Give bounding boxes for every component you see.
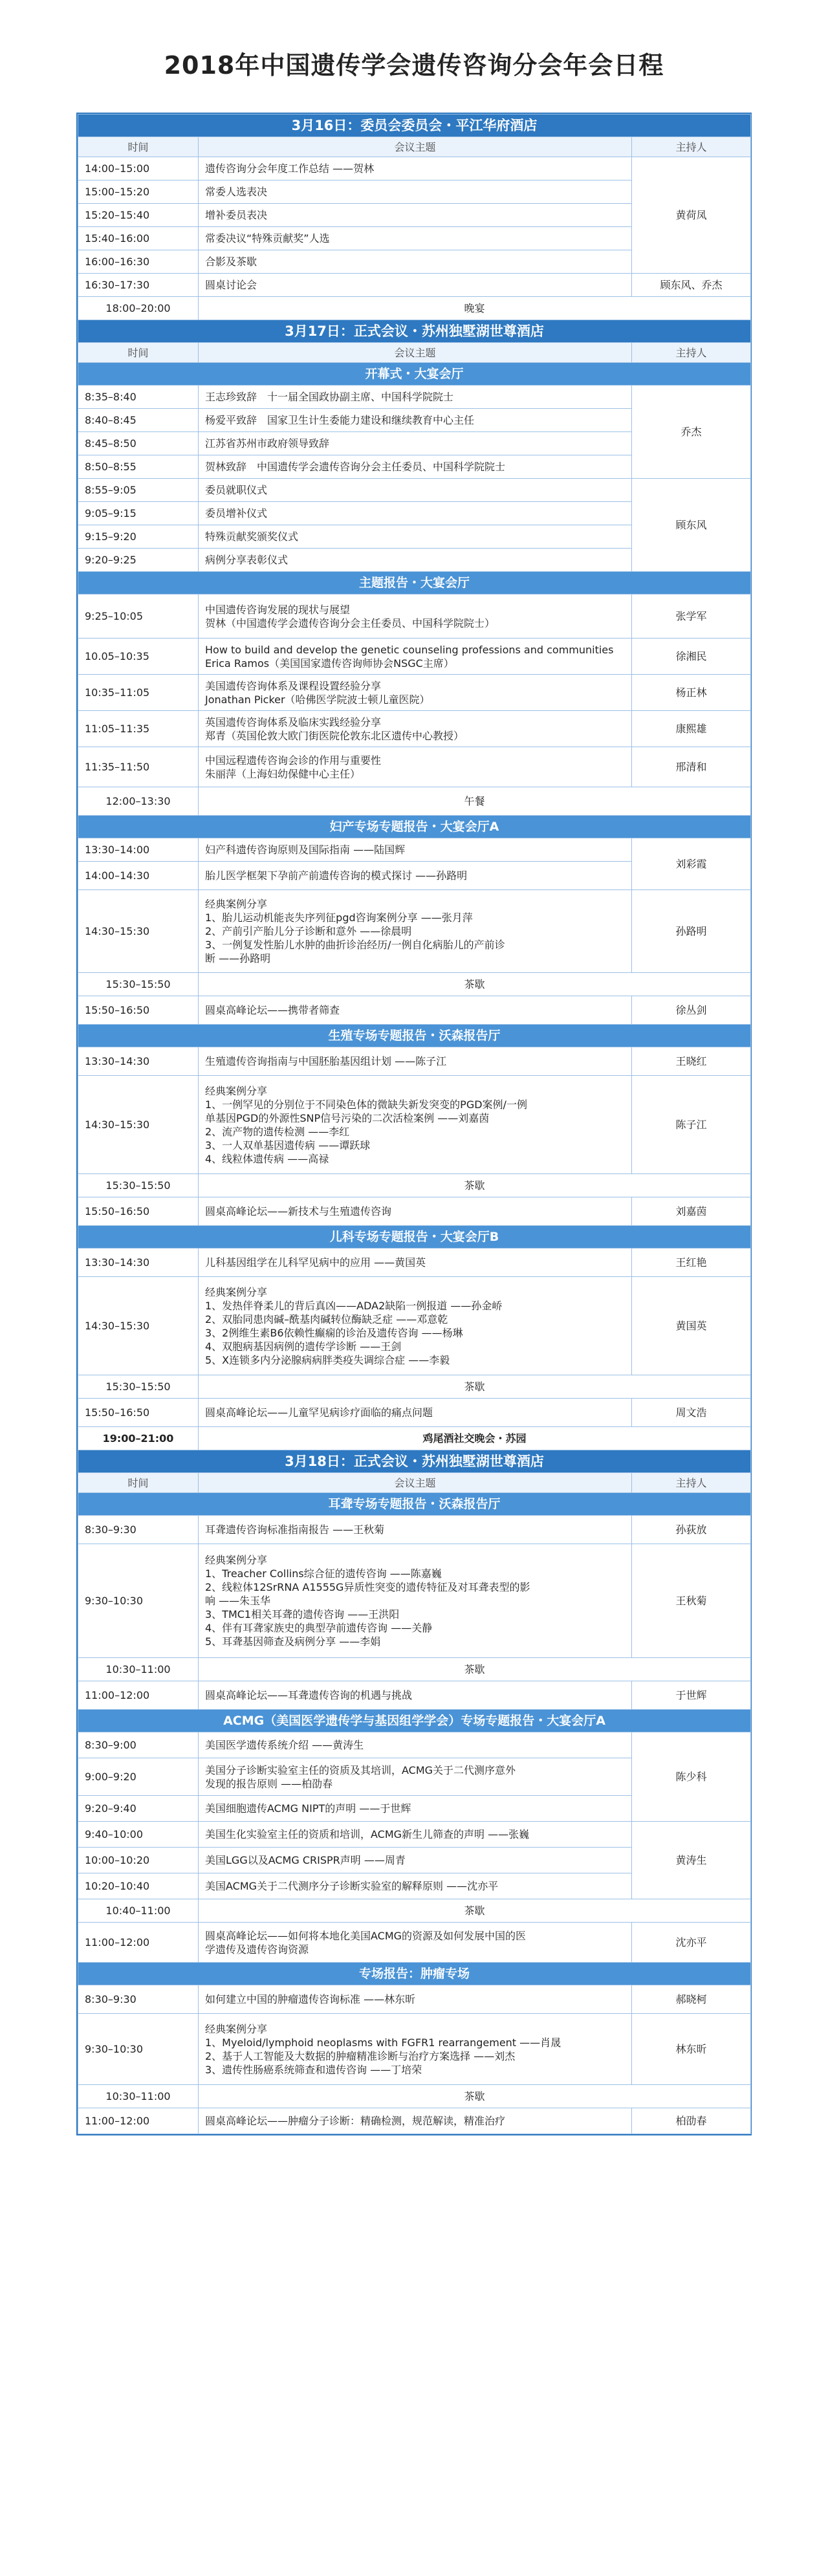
session-time: 10:30–11:00 (78, 2085, 199, 2108)
session-time: 11:35–11:50 (78, 747, 199, 787)
session-note: 茶歇 (199, 1375, 751, 1399)
session-topic (199, 711, 632, 747)
column-header (78, 137, 751, 157)
topic-line: 儿科基因组学在儿科罕见病中的应用 ——黄国英 (205, 1256, 426, 1269)
topic-line: 圆桌高峰论坛——新技术与生殖遗传咨询 (205, 1205, 392, 1217)
page-title: 2018年中国遗传学会遗传咨询分会年会日程 (164, 51, 664, 80)
session-host: 于世辉 (632, 1681, 751, 1710)
topic-line: 4、线粒体遗传病 ——高禄 (205, 1152, 329, 1165)
session-time: 9:20–9:25 (78, 549, 199, 572)
topic-line: 3、TMC1相关耳聋的遗传咨询 ——王洪阳 (205, 1608, 400, 1621)
session-row (78, 973, 751, 996)
session-topic (199, 502, 632, 525)
topic-line: 圆桌高峰论坛——如何将本地化美国ACMG的资源及如何发展中国的医 (205, 1929, 527, 1942)
column-header (78, 343, 751, 363)
topic-line: 特殊贡献奖颁奖仪式 (205, 530, 299, 543)
section-header (78, 1025, 751, 1047)
column-header-cell: 时间 (78, 1473, 199, 1493)
topic-line: 遗传咨询分会年度工作总结 ——贺林 (205, 162, 375, 175)
session-time: 8:30–9:30 (78, 1985, 199, 2014)
session-time: 13:30–14:30 (78, 1249, 199, 1277)
session-topic (199, 455, 632, 479)
topic-line: 1、Treacher Collins综合征的遗传咨询 ——陈嘉巍 (205, 1567, 442, 1580)
topic-line: 英国遗传咨询体系及临床实践经验分享 (205, 715, 382, 728)
session-time: 9:25–10:05 (78, 595, 199, 639)
session-row (78, 479, 751, 502)
session-topic (199, 1848, 632, 1873)
topic-line: 增补委员表决 (205, 209, 268, 221)
topic-line: 1、Myeloid/lymphoid neoplasms with FGFR1 rearrangement ——肖晟 (205, 2036, 561, 2049)
topic-line: 王志珍致辞 十一届全国政协副主席、中国科学院院士 (205, 391, 454, 403)
session-row (78, 1249, 751, 1277)
topic-line: 中国遗传咨询发展的现状与展望 (205, 603, 351, 616)
session-host: 林东昕 (632, 2014, 751, 2085)
session-topic (199, 157, 632, 180)
topic-line: 5、耳聋基因筛查及病例分享 ——李娟 (205, 1635, 381, 1648)
topic-line: 圆桌高峰论坛——耳聋遗传咨询的机遇与挑战 (205, 1689, 413, 1701)
session-topic (199, 1923, 632, 1963)
session-topic (199, 862, 632, 890)
day-header (78, 1450, 751, 1473)
topic-line: 经典案例分享 (205, 1554, 268, 1566)
session-row (78, 675, 751, 711)
topic-line: 3、一例复发性胎儿水肿的曲折诊治经历/一例自化病胎儿的产前诊 (205, 939, 505, 951)
topic-line: 断 ——孙路明 (205, 952, 271, 965)
session-topic (199, 479, 632, 502)
session-time: 14:30–15:30 (78, 1277, 199, 1375)
session-row (78, 747, 751, 787)
session-host: 陈少科 (632, 1732, 751, 1822)
session-topic (199, 1822, 632, 1848)
day-header (78, 115, 751, 137)
session-time: 10:30–11:00 (78, 1658, 199, 1681)
session-time: 11:00–12:00 (78, 1923, 199, 1963)
session-host: 柏劭春 (632, 2108, 751, 2134)
topic-line: 2、双胎同患肉碱–酰基肉碱转位酶缺乏症 ——邓意乾 (205, 1313, 448, 1326)
session-row (78, 1427, 751, 1450)
section-header-title: 开幕式・大宴会厅 (78, 363, 751, 386)
session-topic (199, 1544, 632, 1658)
session-row (78, 1516, 751, 1544)
session-time: 9:30–10:30 (78, 1544, 199, 1658)
topic-line: 美国LGG以及ACMG CRISPR声明 ——周青 (205, 1854, 406, 1866)
session-topic (199, 1076, 632, 1174)
section-header-title: 主题报告・大宴会厅 (78, 572, 751, 595)
topic-line: 委员增补仪式 (205, 507, 268, 519)
session-host: 刘彩霞 (632, 838, 751, 890)
session-row (78, 157, 751, 180)
session-time: 8:35–8:40 (78, 386, 199, 409)
schedule-grid (78, 114, 751, 2134)
session-note: 茶歇 (199, 1899, 751, 1923)
session-time: 8:45–8:50 (78, 432, 199, 455)
session-topic (199, 890, 632, 973)
session-topic (199, 1399, 632, 1427)
session-time: 15:30–15:50 (78, 1174, 199, 1197)
topic-line: 2、线粒体12SrRNA A1555G异质性突变的遗传特征及对耳聋表型的影 (205, 1581, 530, 1593)
session-time: 15:30–15:50 (78, 973, 199, 996)
topic-line: 美国遗传咨询体系及课程设置经验分享 (205, 679, 382, 692)
column-header-cell: 时间 (78, 343, 199, 363)
session-topic (199, 432, 632, 455)
session-host: 孙荻放 (632, 1516, 751, 1544)
session-row (78, 1277, 751, 1375)
topic-line: 1、一例罕见的分别位于不同染色体的微缺失新发突变的PGD案例/一例 (205, 1098, 527, 1111)
topic-line: 合影及茶歇 (205, 256, 257, 268)
section-header (78, 572, 751, 595)
session-host: 徐湘民 (632, 639, 751, 675)
topic-line: 中国远程遗传咨询会诊的作用与重要性 (205, 754, 382, 767)
session-time: 15:00–15:20 (78, 180, 199, 204)
topic-line: 5、X连锁多内分泌腺病病胖类疫失调综合症 ——李毅 (205, 1353, 450, 1366)
topic-line: 常委人选表决 (205, 186, 268, 198)
session-host: 徐丛剑 (632, 996, 751, 1025)
session-topic (199, 1681, 632, 1710)
topic-line: 1、胎儿运动机能丧失序列征pgd咨询案例分享 ——张月萍 (205, 911, 473, 924)
session-topic (199, 525, 632, 549)
session-time: 15:30–15:50 (78, 1375, 199, 1399)
session-host: 乔杰 (632, 386, 751, 479)
topic-line: 美国分子诊断实验室主任的资质及其培训，ACMG关于二代测序意外 (205, 1763, 516, 1776)
session-time: 10:20–10:40 (78, 1873, 199, 1899)
topic-line: 委员就职仪式 (205, 484, 268, 496)
day-header (78, 320, 751, 343)
session-time: 9:15–9:20 (78, 525, 199, 549)
session-row (78, 1544, 751, 1658)
session-row (78, 1899, 751, 1923)
session-host: 周文浩 (632, 1399, 751, 1427)
session-host: 王晓红 (632, 1047, 751, 1076)
session-host: 康熙雄 (632, 711, 751, 747)
session-time: 18:00–20:00 (78, 297, 199, 320)
session-row (78, 1197, 751, 1226)
topic-line: 经典案例分享 (205, 1285, 268, 1298)
section-header (78, 816, 751, 838)
column-header-cell: 会议主题 (199, 1473, 632, 1493)
topic-line: 胎儿医学框架下孕前产前遗传咨询的模式探讨 ——孙路明 (205, 869, 468, 882)
session-row (78, 1399, 751, 1427)
topic-line: 郑青（英国伦敦大欧门街医院伦敦东北区遗传中心教授） (205, 729, 464, 742)
session-topic (199, 386, 632, 409)
session-host: 陈子江 (632, 1076, 751, 1174)
session-time: 16:00–16:30 (78, 250, 199, 274)
topic-line: 4、双胞病基因病例的遗传学诊断 ——王剑 (205, 1340, 402, 1353)
session-time: 10:35–11:05 (78, 675, 199, 711)
session-note: 午餐 (199, 787, 751, 816)
session-time: 15:50–16:50 (78, 1399, 199, 1427)
topic-line: 经典案例分享 (205, 1084, 268, 1097)
session-time: 9:20–9:40 (78, 1796, 199, 1822)
topic-line: 经典案例分享 (205, 898, 268, 910)
topic-line: Erica Ramos（美国国家遗传咨询师协会NSGC主席） (205, 657, 454, 670)
session-topic (199, 675, 632, 711)
session-topic (199, 838, 632, 862)
section-header-title: 生殖专场专题报告・沃森报告厅 (78, 1025, 751, 1047)
session-row (78, 595, 751, 639)
session-time: 9:05–9:15 (78, 502, 199, 525)
session-time: 10.05–10:35 (78, 639, 199, 675)
topic-line: 3、2例维生素B6依赖性癫痫的诊治及遗传咨询 ——杨琳 (205, 1326, 463, 1339)
section-header (78, 1710, 751, 1732)
topic-line: 2、流产物的遗传检测 ——李红 (205, 1125, 350, 1138)
column-header-cell: 主持人 (632, 137, 751, 157)
session-topic (199, 1796, 632, 1822)
session-note: 茶歇 (199, 2085, 751, 2108)
session-host: 顾东风 (632, 479, 751, 572)
topic-line: 单基因PGD的外源性SNP信号污染的二次活检案例 ——刘嘉茵 (205, 1111, 490, 1124)
day-header-title: 3月16日：委员会委员会・平江华府酒店 (78, 115, 751, 137)
session-time: 13:30–14:30 (78, 1047, 199, 1076)
session-topic (199, 204, 632, 227)
session-time: 8:40–8:45 (78, 409, 199, 432)
session-time: 9:00–9:20 (78, 1758, 199, 1796)
topic-line: 贺林致辞 中国遗传学会遗传咨询分会主任委员、中国科学院院士 (205, 461, 506, 473)
topic-line: 3、遗传性肠癌系统筛查和遗传咨询 ——丁培荣 (205, 2063, 422, 2076)
session-topic (199, 747, 632, 787)
session-note: 茶歇 (199, 1658, 751, 1681)
topic-line: 美国细胞遗传ACMG NIPT的声明 ——于世辉 (205, 1802, 411, 1815)
session-note: 鸡尾酒社交晚会・苏园 (199, 1427, 751, 1450)
topic-line: Jonathan Picker（哈佛医学院波士顿儿童医院） (205, 693, 430, 706)
session-time: 15:20–15:40 (78, 204, 199, 227)
column-header (78, 1473, 751, 1493)
session-time: 8:30–9:30 (78, 1516, 199, 1544)
topic-line: 贺林（中国遗传学会遗传咨询分会主任委员、中国科学院院士） (205, 617, 496, 629)
session-topic (199, 1732, 632, 1758)
session-topic (199, 274, 632, 297)
section-header-title: 耳聋专场专题报告・沃森报告厅 (78, 1493, 751, 1516)
session-host: 张学军 (632, 595, 751, 639)
session-time: 15:40–16:00 (78, 227, 199, 250)
session-row (78, 297, 751, 320)
section-header-title: 儿科专场专题报告・大宴会厅B (78, 1226, 751, 1249)
session-time: 14:30–15:30 (78, 1076, 199, 1174)
session-time: 9:40–10:00 (78, 1822, 199, 1848)
topic-line: 病例分享表彰仪式 (205, 554, 289, 566)
section-header-title: 专场报告：肿瘤专场 (78, 1963, 751, 1985)
session-note: 晚宴 (199, 297, 751, 320)
session-topic (199, 1873, 632, 1899)
session-time: 11:05–11:35 (78, 711, 199, 747)
session-note: 茶歇 (199, 973, 751, 996)
session-row (78, 274, 751, 297)
column-header-cell: 会议主题 (199, 137, 632, 157)
schedule-table (76, 113, 752, 2135)
session-time: 12:00–13:30 (78, 787, 199, 816)
session-topic (199, 996, 632, 1025)
session-topic (199, 1249, 632, 1277)
session-topic (199, 1197, 632, 1226)
session-time: 10:00–10:20 (78, 1848, 199, 1873)
session-row (78, 1732, 751, 1758)
session-host: 刘嘉茵 (632, 1197, 751, 1226)
session-time: 14:00–14:30 (78, 862, 199, 890)
session-row (78, 1658, 751, 1681)
session-row (78, 1681, 751, 1710)
day-header-title: 3月17日：正式会议・苏州独墅湖世尊酒店 (78, 320, 751, 343)
topic-line: 2、产前引产胎儿分子诊断和意外 ——徐晨明 (205, 925, 412, 937)
session-row (78, 2014, 751, 2085)
section-header-title: ACMG（美国医学遗传学与基因组学学会）专场专题报告・大宴会厅A (78, 1710, 751, 1732)
section-header (78, 1493, 751, 1516)
topic-line: 圆桌高峰论坛——携带者筛查 (205, 1004, 340, 1016)
column-header-cell: 主持人 (632, 343, 751, 363)
session-row (78, 1375, 751, 1399)
session-time: 8:30–9:00 (78, 1732, 199, 1758)
section-header (78, 1963, 751, 1985)
column-header-cell: 主持人 (632, 1473, 751, 1493)
session-time: 13:30–14:00 (78, 838, 199, 862)
session-host: 邢清和 (632, 747, 751, 787)
section-header-title: 妇产专场专题报告・大宴会厅A (78, 816, 751, 838)
topic-line: 响 ——朱玉华 (205, 1595, 271, 1607)
session-host: 孙路明 (632, 890, 751, 973)
session-topic (199, 1985, 632, 2014)
session-topic (199, 549, 632, 572)
session-topic (199, 227, 632, 250)
topic-line: 3、一人双单基因遗传病 ——谭跃球 (205, 1139, 371, 1152)
topic-line: 杨爱平致辞 国家卫生计生委能力建设和继续教育中心主任 (205, 414, 475, 426)
session-row (78, 1174, 751, 1197)
topic-line: 圆桌讨论会 (205, 279, 257, 291)
session-time: 11:00–12:00 (78, 1681, 199, 1710)
topic-line: 朱丽萍（上海妇幼保健中心主任） (205, 767, 361, 780)
session-time: 11:00–12:00 (78, 2108, 199, 2134)
session-time: 10:40–11:00 (78, 1899, 199, 1923)
session-time: 14:30–15:30 (78, 890, 199, 973)
topic-line: 常委决议“特殊贡献奖”人选 (205, 232, 330, 245)
session-row (78, 2108, 751, 2134)
topic-line: 江苏省苏州市政府领导致辞 (205, 437, 330, 450)
session-topic (199, 250, 632, 274)
session-time: 19:00–21:00 (78, 1427, 199, 1450)
session-row (78, 838, 751, 862)
topic-line: 圆桌高峰论坛——肿瘤分子诊断：精确检测，规范解读，精准治疗 (205, 2115, 506, 2127)
topic-line: 2、基于人工智能及大数据的肿瘤精准诊断与治疗方案选择 ——刘杰 (205, 2049, 516, 2062)
session-row (78, 787, 751, 816)
topic-line: 4、伴有耳聋家族史的典型孕前遗传咨询 ——关静 (205, 1622, 433, 1634)
session-topic (199, 639, 632, 675)
session-time: 9:30–10:30 (78, 2014, 199, 2085)
session-row (78, 639, 751, 675)
session-row (78, 386, 751, 409)
topic-line: 美国生化实验室主任的资质和培训，ACMG新生儿筛查的声明 ——张巍 (205, 1828, 530, 1840)
section-header (78, 1226, 751, 1249)
session-row (78, 1985, 751, 2014)
session-host: 杨正林 (632, 675, 751, 711)
session-topic (199, 1758, 632, 1796)
session-host: 顾东风、乔杰 (632, 274, 751, 297)
session-host: 王红艳 (632, 1249, 751, 1277)
session-host: 王秋菊 (632, 1544, 751, 1658)
session-row (78, 890, 751, 973)
session-topic (199, 409, 632, 432)
topic-line: 圆桌高峰论坛——儿童罕见病诊疗面临的痛点问题 (205, 1406, 433, 1419)
session-row (78, 1047, 751, 1076)
session-host: 郝晓柯 (632, 1985, 751, 2014)
section-header (78, 363, 751, 386)
session-host: 黄国英 (632, 1277, 751, 1375)
topic-line: 1、发热伴脊柔儿的背后真凶——ADA2缺陷一例报道 ——孙金峤 (205, 1299, 503, 1312)
session-time: 14:00–15:00 (78, 157, 199, 180)
session-topic (199, 2108, 632, 2134)
session-host: 黄涛生 (632, 1822, 751, 1899)
session-row (78, 1923, 751, 1963)
topic-line: 妇产科遗传咨询原则及国际指南 ——陆国辉 (205, 844, 406, 856)
session-topic (199, 2014, 632, 2085)
day-header-title: 3月18日：正式会议・苏州独墅湖世尊酒店 (78, 1450, 751, 1473)
session-time: 15:50–16:50 (78, 996, 199, 1025)
session-row (78, 1076, 751, 1174)
column-header-cell: 会议主题 (199, 343, 632, 363)
topic-line: 生殖遗传咨询指南与中国胚胎基因组计划 ——陈子江 (205, 1055, 447, 1067)
session-topic (199, 1516, 632, 1544)
session-row (78, 711, 751, 747)
topic-line: 美国ACMG关于二代测序分子诊断实验室的解释原则 ——沈亦平 (205, 1880, 499, 1892)
topic-line: 美国医学遗传系统介绍 ——黄涛生 (205, 1739, 364, 1751)
topic-line: 如何建立中国的肿瘤遗传咨询标准 ——林东昕 (205, 1993, 416, 2005)
session-topic (199, 595, 632, 639)
session-topic (199, 180, 632, 204)
session-time: 15:50–16:50 (78, 1197, 199, 1226)
session-row (78, 2085, 751, 2108)
session-time: 8:55–9:05 (78, 479, 199, 502)
topic-line: 学遗传及遗传咨询资源 (205, 1943, 309, 1956)
topic-line: 经典案例分享 (205, 2022, 268, 2035)
topic-line: 耳聋遗传咨询标准指南报告 ——王秋菊 (205, 1523, 385, 1536)
session-host: 沈亦平 (632, 1923, 751, 1963)
column-header-cell: 时间 (78, 137, 199, 157)
session-note: 茶歇 (199, 1174, 751, 1197)
session-topic (199, 1047, 632, 1076)
session-row (78, 1822, 751, 1848)
session-time: 16:30–17:30 (78, 274, 199, 297)
session-time: 8:50–8:55 (78, 455, 199, 479)
session-row (78, 996, 751, 1025)
session-topic (199, 1277, 632, 1375)
session-host: 黄荷凤 (632, 157, 751, 274)
topic-line: 发现的报告原则 ——柏劭春 (205, 1777, 333, 1790)
topic-line: How to build and develop the genetic counseling professions and communities (205, 643, 614, 656)
